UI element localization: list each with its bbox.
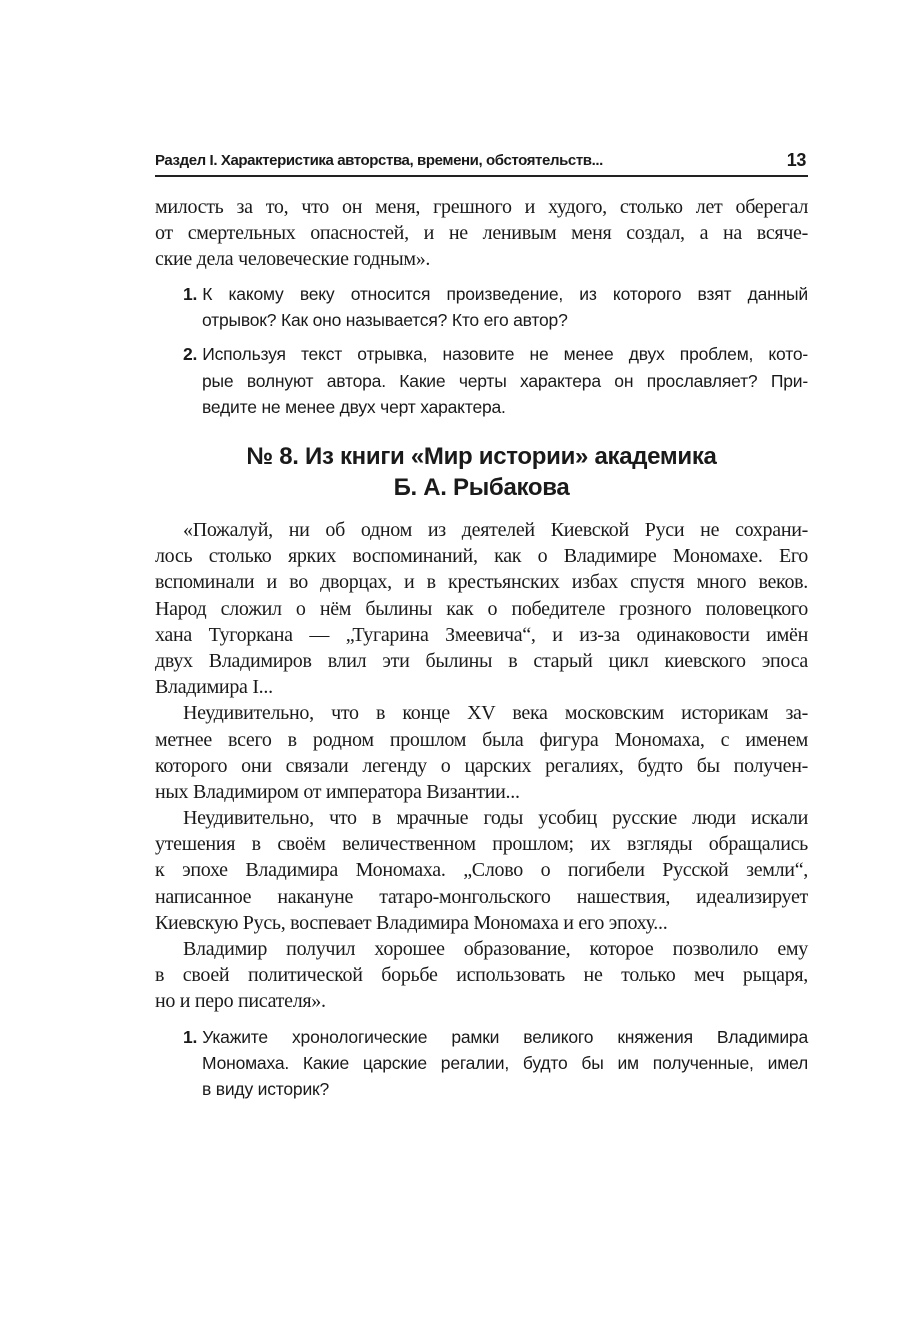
question-line	[155, 368, 808, 394]
text-line: которого они связали легенду о царских регалиях, будто бы получен-	[155, 754, 808, 777]
question-line	[155, 307, 808, 333]
question-text: в виду историк?	[202, 1079, 330, 1100]
quote-text	[155, 517, 808, 1015]
text-line: Киевскую Русь, воспевает Владимира Мономаха и его эпоху...	[155, 911, 668, 934]
question-line	[155, 1076, 808, 1102]
question-text: ведите не менее двух черт характера.	[202, 396, 506, 417]
text-line: утешения в своём величественном прошлом; их взгляды обращались	[155, 833, 808, 856]
question-line	[155, 341, 808, 367]
text-line: вспоминали и во дворцах, и в крестьянских избах спустя много веков.	[155, 571, 808, 594]
question-text: рые волнуют автора. Какие черты характера он прославляет? При-	[202, 370, 808, 391]
section-heading	[155, 441, 808, 503]
text-line: написанное накануне татаро-монгольского нашествия, идеализирует	[155, 885, 808, 908]
text-line: Неудивительно, что в мрачные годы усобиц русские люди искали	[183, 807, 808, 830]
question-item	[155, 281, 808, 333]
text-line: Народ сложил о нём былины как о победителе грозного половецкого	[155, 597, 808, 620]
header-rule	[155, 175, 808, 177]
question-text: Укажите хронологические рамки великого княжения Владимира	[202, 1027, 808, 1047]
running-header	[155, 150, 808, 174]
text-line: ных Владимиром от императора Византии...	[155, 780, 520, 803]
question-text: К какому веку относится произведение, из которого взят данный	[202, 284, 808, 304]
heading-line-2: Б. А. Рыбакова	[393, 474, 570, 501]
question-text: Используя текст отрывка, назовите не менее двух проблем, кото-	[202, 344, 808, 365]
text-line: но и перо писателя».	[155, 990, 326, 1013]
text-line: ские дела человеческие годным».	[155, 248, 431, 271]
question-item	[155, 341, 808, 420]
question-number: 1.	[183, 284, 198, 304]
text-line: лось столько ярких воспоминаний, как о Владимире Мономахе. Его	[155, 545, 808, 568]
text-line: в своей политической борьбе использовать не только меч рыцаря,	[155, 964, 808, 987]
questions-list-a	[155, 281, 808, 420]
text-line: Неудивительно, что в конце XV века московским историкам за-	[183, 702, 808, 725]
text-line: хана Тугоркана — „Тугарина Змеевича“, и из-за одинаковости имён	[155, 623, 808, 646]
text-line: к эпохе Владимира Мономаха. „Слово о погибели Русской земли“,	[155, 859, 808, 882]
text-line: метнее всего в родном прошлом была фигура Мономаха, с именем	[155, 728, 808, 751]
page-number: 13	[786, 150, 806, 170]
question-number: 1.	[183, 1027, 198, 1047]
question-line	[155, 281, 808, 307]
question-text: отрывок? Как оно называется? Кто его автор?	[202, 310, 568, 331]
question-text: Мономаха. Какие царские регалии, будто бы им полученные, имел	[202, 1053, 808, 1074]
question-line	[155, 394, 808, 420]
text-line: Владимира I...	[155, 676, 273, 699]
question-item	[155, 1024, 808, 1103]
text-line: «Пожалуй, ни об одном из деятелей Киевской Руси не сохрани-	[183, 519, 808, 541]
intro-paragraph	[155, 194, 808, 273]
text-line: от смертельных опасностей, и не ленивым меня создал, а на всяче-	[155, 222, 808, 245]
questions-list-b	[155, 1024, 808, 1103]
question-number: 2.	[183, 344, 198, 365]
text-line: двух Владимиров влил эти былины в старый цикл киевского эпоса	[155, 649, 808, 672]
question-line	[155, 1050, 808, 1076]
heading-line-1: № 8. Из книги «Мир истории» академика	[246, 443, 717, 470]
question-line	[155, 1024, 808, 1050]
section-title: Раздел I. Характеристика авторства, времени, обстоятельств...	[155, 152, 603, 169]
text-line: милость за то, что он меня, грешного и худого, столько лет оберегал	[155, 196, 808, 218]
text-line: Владимир получил хорошее образование, которое позволило ему	[183, 938, 808, 960]
